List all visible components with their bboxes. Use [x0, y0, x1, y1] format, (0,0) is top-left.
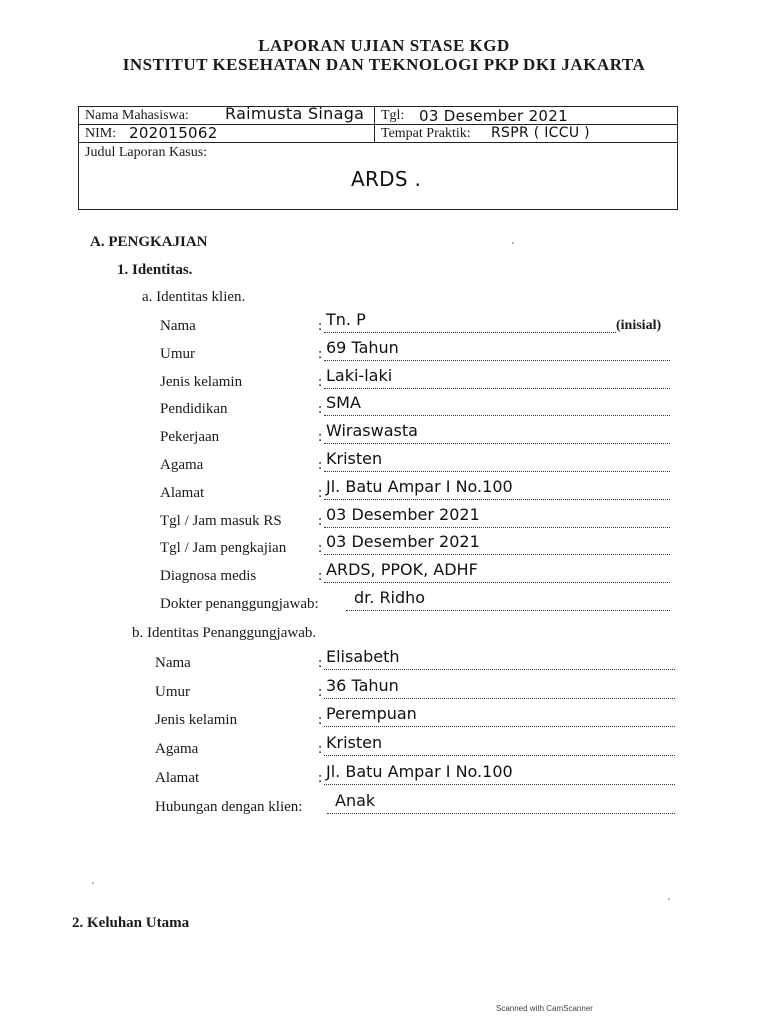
field-value: Anak: [335, 790, 376, 810]
field-label: Agama: [160, 457, 204, 473]
field-colon: :: [318, 683, 323, 700]
field-value: ARDS, PPOK, ADHF: [326, 560, 478, 580]
field-dotted-line: [324, 332, 616, 333]
form-row: [160, 449, 680, 479]
field-value: Kristen: [326, 449, 383, 468]
keluhan-utama-title: 2. Keluhan Utama: [72, 915, 190, 931]
field-value: Kristen: [326, 733, 383, 753]
institution-title: INSTITUT KESEHATAN DAN TEKNOLOGI PKP DKI JAKARTA: [122, 55, 646, 74]
field-colon: :: [318, 568, 323, 585]
field-label: Dokter penanggungjawab:: [160, 596, 319, 612]
practice-place-label: Tempat Praktik:: [381, 126, 471, 141]
student-name-value: Raimusta Sinaga: [225, 104, 365, 123]
field-label: Pekerjaan: [160, 429, 220, 446]
form-row: [160, 588, 680, 618]
field-label: Alamat: [160, 484, 205, 501]
box-divider: [79, 142, 677, 143]
field-colon: :: [318, 318, 323, 334]
nim-value: 202015062: [129, 124, 218, 142]
field-dotted-line: [324, 415, 670, 416]
case-title-value: ARDS .: [351, 167, 422, 191]
field-value: Laki-laki: [326, 365, 393, 385]
field-colon: :: [318, 457, 323, 473]
field-value: 36 Tahun: [326, 675, 399, 695]
field-dotted-line: [324, 388, 670, 389]
field-colon: :: [318, 401, 323, 418]
date-label: Tgl:: [381, 108, 405, 123]
section-a-title: A. PENGKAJIAN: [90, 234, 208, 250]
field-label: Pendidikan: [160, 401, 228, 418]
field-label: Nama: [160, 318, 196, 334]
field-dotted-line: [327, 813, 675, 814]
form-row: [160, 421, 680, 451]
field-dotted-line: [324, 755, 675, 756]
practice-place-value: RSPR ( ICCU ): [491, 125, 590, 141]
form-row: [160, 365, 680, 396]
form-row: [155, 790, 675, 821]
field-label: Diagnosa medis: [160, 568, 257, 585]
field-value: Tn. P: [326, 310, 366, 329]
field-label: Jenis kelamin: [155, 712, 238, 729]
student-info-box: [78, 106, 678, 210]
form-row: [160, 504, 680, 535]
scan-speck: [668, 898, 670, 900]
form-row: [155, 704, 675, 734]
form-row: [160, 532, 680, 562]
form-row: [160, 560, 680, 590]
field-value: Jl. Batu Ampar I No.100: [326, 476, 513, 496]
field-label: Agama: [155, 741, 199, 758]
field-dotted-line: [324, 360, 670, 361]
field-dotted-line: [346, 610, 670, 611]
form-row: [160, 476, 680, 507]
field-dotted-line: [324, 527, 670, 528]
form-row: [155, 675, 675, 706]
form-row: [155, 647, 675, 677]
scan-speck: [512, 242, 514, 244]
date-value: 03 Desember 2021: [419, 107, 568, 125]
field-value: 03 Desember 2021: [326, 532, 480, 552]
scan-speck: [92, 882, 94, 884]
field-dotted-line: [324, 669, 675, 670]
form-row: [155, 761, 675, 792]
field-value: 03 Desember 2021: [326, 504, 480, 524]
box-column-divider: [374, 107, 375, 143]
field-colon: :: [318, 484, 323, 501]
field-dotted-line: [324, 554, 670, 555]
field-colon: :: [318, 741, 323, 758]
field-colon: :: [318, 769, 323, 786]
field-value: 69 Tahun: [326, 337, 399, 357]
field-colon: :: [318, 373, 323, 390]
field-colon: :: [318, 512, 323, 529]
field-dotted-line: [324, 726, 675, 727]
report-title: LAPORAN UJIAN STASE KGD: [258, 36, 510, 55]
identitas-title: 1. Identitas.: [117, 262, 193, 278]
field-label: Umur: [155, 683, 190, 700]
form-row: [155, 733, 675, 763]
field-colon: :: [318, 429, 323, 446]
field-colon: :: [318, 712, 323, 729]
field-colon: :: [318, 540, 323, 557]
field-value: Elisabeth: [326, 647, 400, 666]
form-row: [160, 310, 680, 340]
field-colon: :: [318, 345, 323, 362]
scanner-watermark: Scanned with CamScanner: [496, 1004, 593, 1013]
form-row: [160, 393, 680, 423]
field-value: SMA: [326, 393, 361, 413]
field-dotted-line: [324, 698, 675, 699]
case-title-label: Judul Laporan Kasus:: [85, 145, 208, 160]
field-value: Wiraswasta: [326, 421, 418, 441]
field-dotted-line: [324, 582, 670, 583]
field-label: Jenis kelamin: [160, 373, 243, 390]
nim-label: NIM:: [85, 126, 117, 141]
field-label: Alamat: [155, 769, 200, 786]
field-dotted-line: [324, 499, 670, 500]
field-value: Jl. Batu Ampar I No.100: [326, 761, 513, 781]
field-dotted-line: [324, 471, 670, 472]
student-name-label: Nama Mahasiswa:: [85, 108, 189, 123]
klien-subtitle: a. Identitas klien.: [142, 289, 246, 305]
pj-subtitle: b. Identitas Penanggungjawab.: [132, 625, 317, 641]
field-label: Hubungan dengan klien:: [155, 798, 303, 815]
field-label: Tgl / Jam masuk RS: [160, 512, 282, 529]
form-row: [160, 337, 680, 368]
field-suffix: (inisial): [616, 318, 662, 333]
field-colon: :: [318, 655, 323, 671]
field-label: Umur: [160, 345, 195, 362]
field-label: Nama: [155, 655, 191, 671]
field-value: dr. Ridho: [354, 588, 426, 607]
field-value: Perempuan: [326, 704, 417, 724]
field-dotted-line: [324, 443, 670, 444]
field-dotted-line: [324, 784, 675, 785]
field-label: Tgl / Jam pengkajian: [160, 540, 287, 557]
